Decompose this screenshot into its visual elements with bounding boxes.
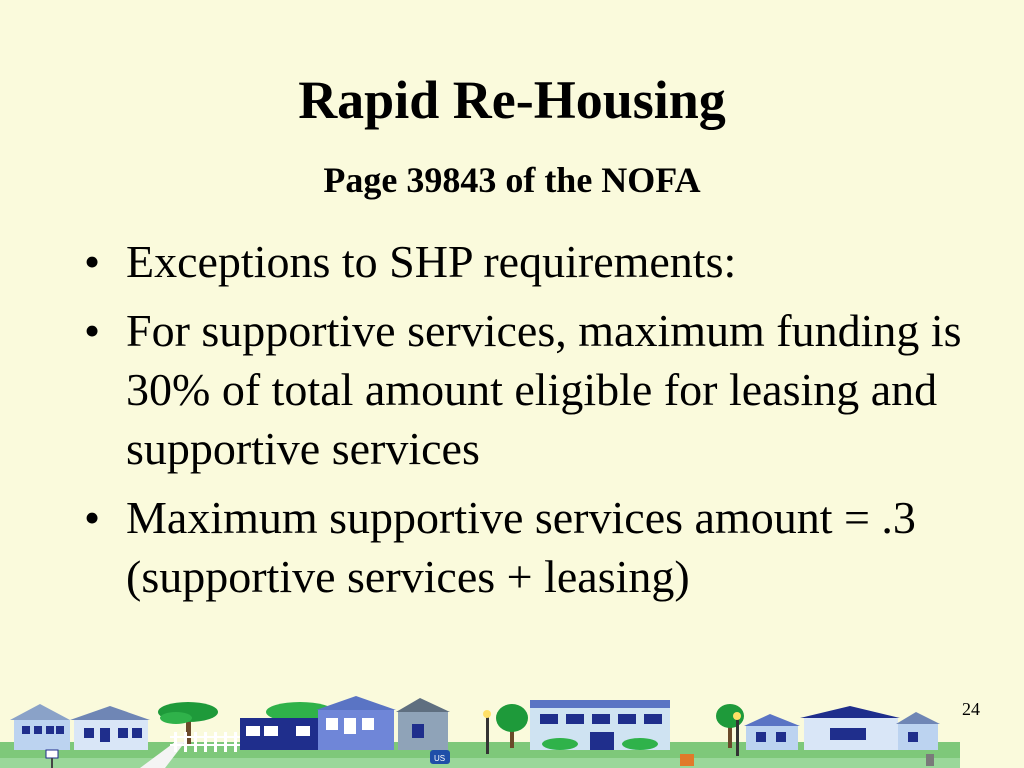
bullet-list [84, 232, 964, 616]
bullet-item [84, 488, 964, 606]
slide-title: Rapid Re-Housing [298, 70, 726, 130]
tree-icon [158, 702, 218, 746]
us-mailbox-icon [430, 750, 450, 764]
bullet-item [84, 232, 964, 291]
house-icon [896, 712, 940, 750]
house-icon [316, 696, 396, 750]
mailbox-label: US [434, 754, 446, 763]
building-icon [530, 700, 670, 750]
hydrant-icon [926, 754, 934, 766]
bullet-text: For supportive services, maximum funding is 30% of total amount eligible for leasing and supportive services [126, 305, 962, 474]
trash-can-icon [680, 754, 694, 766]
house-icon [396, 698, 450, 750]
bullet-text: Exceptions to SHP requirements: [126, 236, 737, 287]
bullet-dot-icon: • [84, 305, 101, 356]
bullet-dot-icon: • [84, 236, 101, 287]
house-icon [744, 714, 800, 750]
house-icon [10, 704, 70, 750]
slide-number: 24 [962, 699, 980, 719]
house-icon [70, 706, 150, 750]
house-icon [800, 706, 900, 750]
bullet-text: Maximum supportive services amount = .3 (supportive services + leasing) [126, 492, 916, 602]
bullet-dot-icon: • [84, 492, 101, 543]
slide-subtitle: Page 39843 of the NOFA [323, 160, 701, 200]
tree-icon [496, 704, 528, 748]
bullet-item [84, 301, 964, 478]
townscape-clipart [0, 690, 960, 768]
tree-icon [716, 704, 744, 748]
